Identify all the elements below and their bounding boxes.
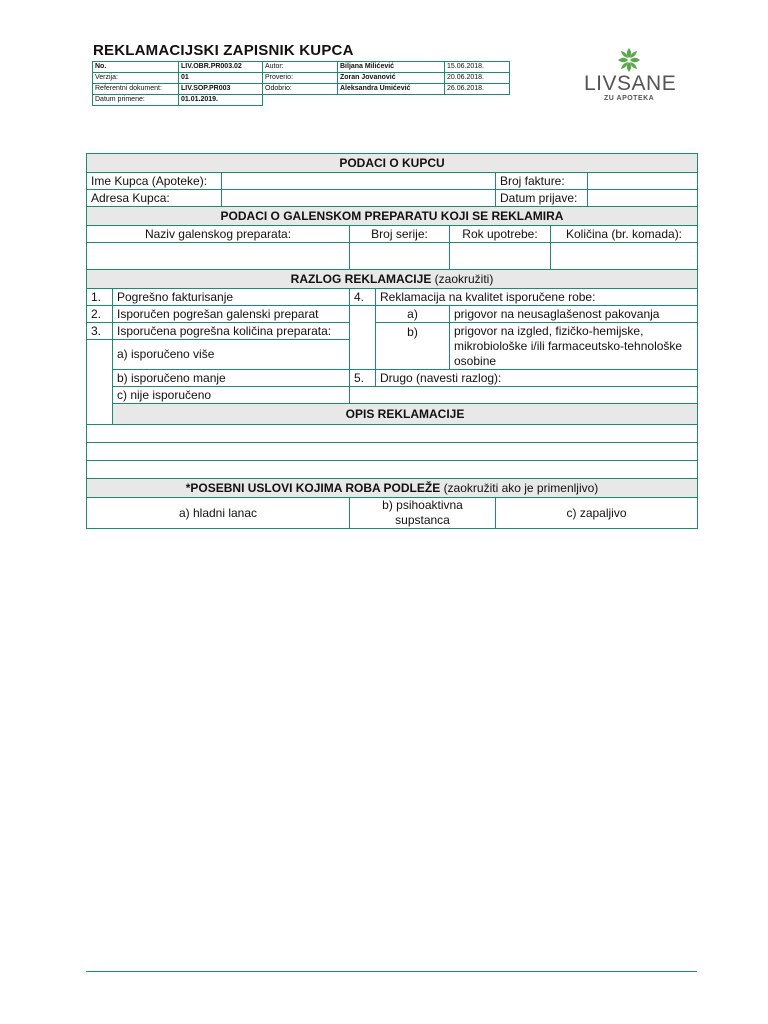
customer-address-label: Adresa Kupca:	[87, 190, 222, 207]
complaint-form	[86, 153, 698, 529]
doc-date: 26.06.2018.	[445, 84, 510, 95]
doc-key: No.	[93, 62, 179, 73]
doc-row	[93, 62, 510, 73]
leaf-mark-icon	[616, 46, 642, 74]
reason-option-4a[interactable]: prigovor na neusaglašenost pakovanja	[450, 306, 698, 323]
section-complaint-reason	[87, 270, 698, 289]
customer-name-label: Ime Kupca (Apoteke):	[87, 173, 222, 190]
doc-value: Biljana Milićević	[338, 62, 445, 73]
description-line[interactable]	[87, 461, 698, 479]
customer-address-field[interactable]	[222, 190, 496, 207]
section-note: (zaokružiti ako je primenljivo)	[443, 480, 599, 495]
section-customer-data: PODACI O KUPCU	[87, 154, 698, 173]
reason-number: 2.	[87, 306, 113, 323]
doc-date: 15.06.2018.	[445, 62, 510, 73]
reason-option-3b[interactable]: b) isporučeno manje	[113, 370, 350, 387]
preparation-name-field[interactable]	[87, 243, 350, 270]
report-date-label: Datum prijave:	[496, 190, 588, 207]
reason-number: 4.	[350, 289, 376, 306]
reason-option-3c[interactable]: c) nije isporučeno	[113, 387, 350, 404]
section-special-conditions	[87, 479, 698, 498]
company-logo	[580, 46, 678, 106]
section-complaint-description: OPIS REKLAMACIJE	[113, 404, 698, 425]
expiry-date-field[interactable]	[450, 243, 551, 270]
reason-sub-letter: b)	[376, 323, 450, 370]
empty-cell	[263, 95, 338, 106]
reason-number: 3.	[87, 323, 113, 340]
quantity-field[interactable]	[551, 243, 698, 270]
expiry-date-label: Rok upotrebe:	[450, 226, 551, 243]
doc-key: Verzija:	[93, 73, 179, 84]
doc-key: Referentni dokument:	[93, 84, 179, 95]
document-title: REKLAMACIJSKI ZAPISNIK KUPCA	[93, 42, 354, 59]
reason-option-2[interactable]: Isporučen pogrešan galenski preparat	[113, 306, 350, 323]
other-reason-field[interactable]	[350, 387, 698, 404]
doc-key: Datum primene:	[93, 95, 179, 106]
reason-option-4[interactable]: Reklamacija na kvalitet isporučene robe:	[376, 289, 698, 306]
empty-cell	[350, 306, 376, 370]
doc-row	[93, 95, 510, 106]
doc-row	[93, 73, 510, 84]
invoice-number-label: Broj fakture:	[496, 173, 588, 190]
logo-name: LIVSANE	[584, 72, 677, 95]
empty-cell	[87, 340, 113, 425]
reason-option-3a[interactable]: a) isporučeno više	[113, 340, 350, 370]
preparation-name-label: Naziv galenskog preparata:	[87, 226, 350, 243]
footer-divider	[86, 971, 697, 972]
reason-option-1[interactable]: Pogrešno fakturisanje	[113, 289, 350, 306]
batch-number-field[interactable]	[350, 243, 450, 270]
doc-value: Aleksandra Umićević	[338, 84, 445, 95]
doc-value: 01	[179, 73, 263, 84]
empty-cell	[445, 95, 510, 106]
batch-number-label: Broj serije:	[350, 226, 450, 243]
section-title: *POSEBNI USLOVI KOJIMA ROBA PODLEŽE	[185, 480, 441, 495]
doc-row	[93, 84, 510, 95]
reason-option-3[interactable]: Isporučena pogrešna količina preparata:	[113, 323, 350, 340]
logo-subtitle: ZU APOTEKA	[604, 95, 655, 102]
section-preparation-data: PODACI O GALENSKOM PREPARATU KOJI SE REKLAMIRA	[87, 207, 698, 226]
doc-key: Autor:	[263, 62, 338, 73]
document-control-table	[92, 61, 510, 106]
invoice-number-field[interactable]	[588, 173, 698, 190]
condition-psychoactive[interactable]: b) psihoaktivna supstanca	[350, 498, 496, 529]
doc-value: Zoran Jovanović	[338, 73, 445, 84]
quantity-label: Količina (br. komada):	[551, 226, 698, 243]
description-line[interactable]	[87, 425, 698, 443]
empty-cell	[338, 95, 445, 106]
reason-option-5[interactable]: Drugo (navesti razlog):	[376, 370, 698, 387]
reason-number: 1.	[87, 289, 113, 306]
reason-option-4b[interactable]: prigovor na izgled, fizičko-hemijske, mikrobiološke i/ili farmaceutsko-tehnološke osobine	[450, 323, 698, 370]
doc-key: Proverio:	[263, 73, 338, 84]
section-note: (zaokružiti)	[434, 271, 494, 286]
section-title: RAZLOG REKLAMACIJE	[290, 271, 432, 286]
report-date-field[interactable]	[588, 190, 698, 207]
customer-name-field[interactable]	[222, 173, 496, 190]
description-line[interactable]	[87, 443, 698, 461]
reason-number: 5.	[350, 370, 376, 387]
reason-sub-letter: a)	[376, 306, 450, 323]
doc-value: LIV.OBR.PR003.02	[179, 62, 263, 73]
doc-key: Odobrio:	[263, 84, 338, 95]
doc-date: 20.06.2018.	[445, 73, 510, 84]
doc-value: 01.01.2019.	[179, 95, 263, 106]
condition-flammable[interactable]: c) zapaljivo	[496, 498, 698, 529]
condition-cold-chain[interactable]: a) hladni lanac	[87, 498, 350, 529]
doc-value: LIV.SOP.PR003	[179, 84, 263, 95]
